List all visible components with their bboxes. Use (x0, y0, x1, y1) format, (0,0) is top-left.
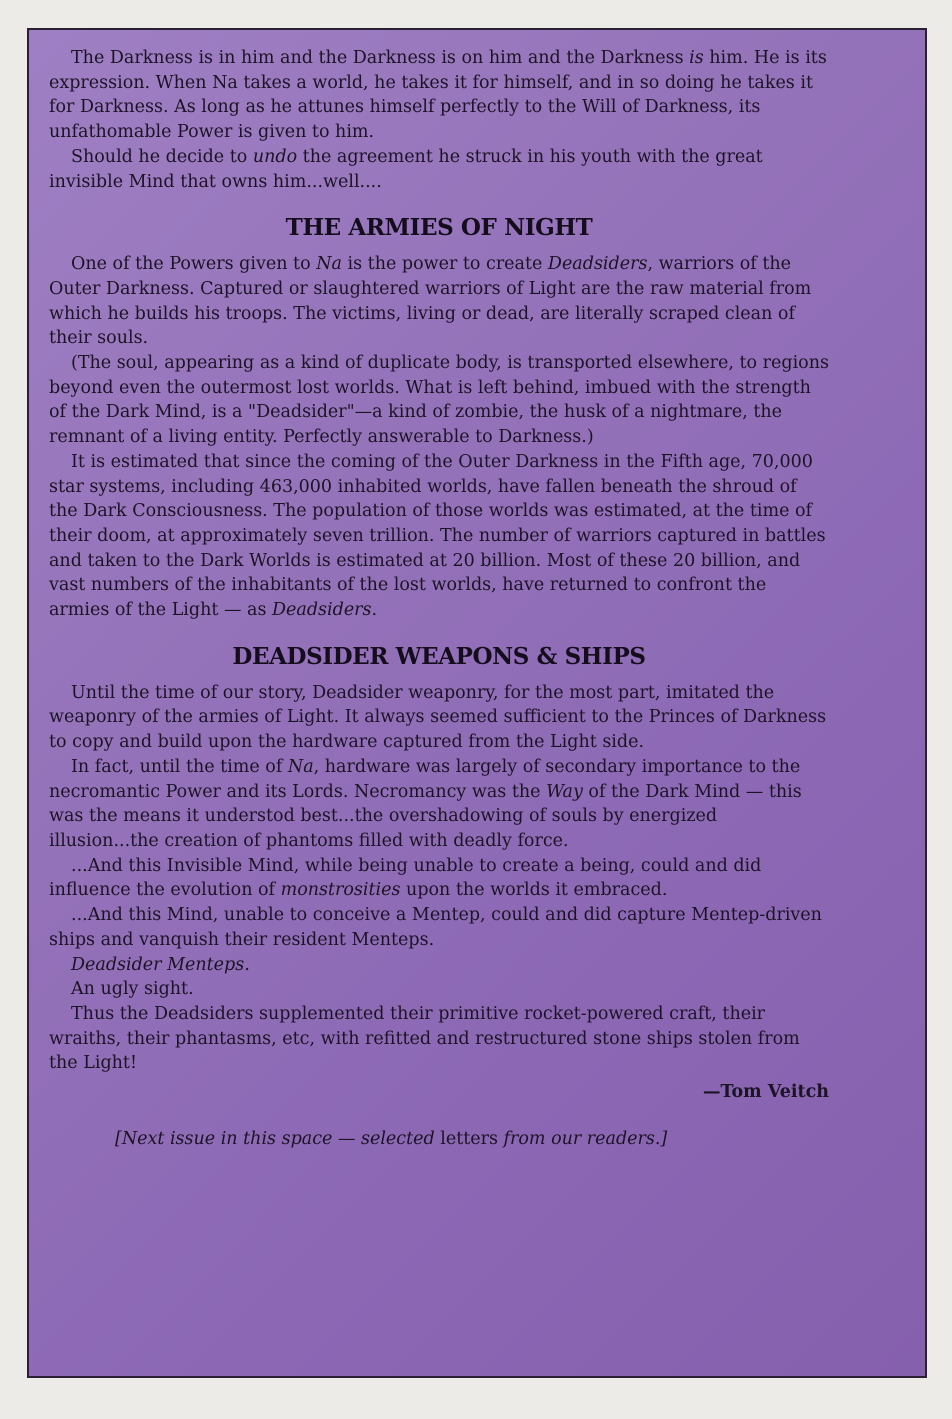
intro-paragraph-1: The Darkness is in him and the Darkness is on him and the Darkness is him. He is its expression. When Na takes a world, he takes it for himself, and in so doing he takes it for Darkness. As long as he attunes himself perfectly to the Will of Darkness, its unfathomable Power is given to him. (49, 48, 827, 143)
weapons-paragraph-7: Thus the Deadsiders supplemented their primitive rocket-powered craft, their wraiths, their phantasms, etc, with refitted and restructured stone ships stolen from the Light! (49, 1003, 800, 1074)
section-heading-weapons: DEADSIDER WEAPONS & SHIPS (232, 642, 646, 670)
text-panel (27, 28, 927, 1378)
weapons-paragraph-5: Deadsider Menteps. (71, 954, 250, 975)
weapons-paragraph-2: In fact, until the time of Na, hardware was largely of secondary importance to the necromantic Power and its Lords. Necromancy was the Way of the Dark Mind — this was the means it understod best...the overshadowing of souls by energized illusion...the creation of phantoms filled with deadly force. (49, 756, 802, 851)
section-heading-armies: THE ARMIES OF NIGHT (285, 214, 593, 242)
weapons-paragraph-4: ...And this Mind, unable to conceive a Mentep, could and did capture Mentep-driven ships and vanquish their resident Menteps. (49, 905, 822, 950)
intro-paragraph-2: Should he decide to undo the agreement he struck in his youth with the great invisible Mind that owns him...well.... (49, 146, 763, 192)
weapons-paragraph-6: An ugly sight. (71, 979, 194, 1000)
armies-paragraph-3: It is estimated that since the coming of the Outer Darkness in the Fifth age, 70,000 star systems, including 463,000 inhabited worlds, have fallen beneath the shroud of the Dark Consciousness. The population of those worlds was estimated, at the time of their doom, at approximately seven trillion. The number of warriors captured in battles and taken to the Dark Worlds is estimated at 20 billion. Most of these 20 billion, and vast numbers of the inhabitants of the lost worlds, have returned to confront the armies of the Light — as Deadsiders. (49, 451, 826, 621)
author-byline: —Tom Veitch (702, 1082, 829, 1103)
armies-paragraph-2: (The soul, appearing as a kind of duplicate body, is transported elsewhere, to regions beyond even the outermost lost worlds. What is left behind, imbued with the strength of the Dark Mind, is a "Deadsider"—a kind of zombie, the husk of a nightmare, the remnant of a living entity. Perfectly answerable to Darkness.) (49, 353, 829, 448)
article-body (49, 46, 829, 1151)
armies-paragraph-1: One of the Powers given to Na is the power to create Deadsiders, warriors of the Outer Darkness. Captured or slaughtered warriors of Light are the raw material from which he builds his troops. The victims, living or dead, are literally scraped clean of their souls. (49, 254, 812, 349)
next-issue-note: [Next issue in this space — selected letters from our readers.] (115, 1128, 668, 1149)
weapons-paragraph-1: Until the time of our story, Deadsider weaponry, for the most part, imitated the weaponry of the armies of Light. It always seemed sufficient to the Princes of Darkness to copy and build upon the hardware captured from the Light side. (49, 682, 827, 753)
weapons-paragraph-3: ...And this Invisible Mind, while being unable to create a being, could and did influence the evolution of monstrosities upon the worlds it embraced. (49, 855, 762, 901)
